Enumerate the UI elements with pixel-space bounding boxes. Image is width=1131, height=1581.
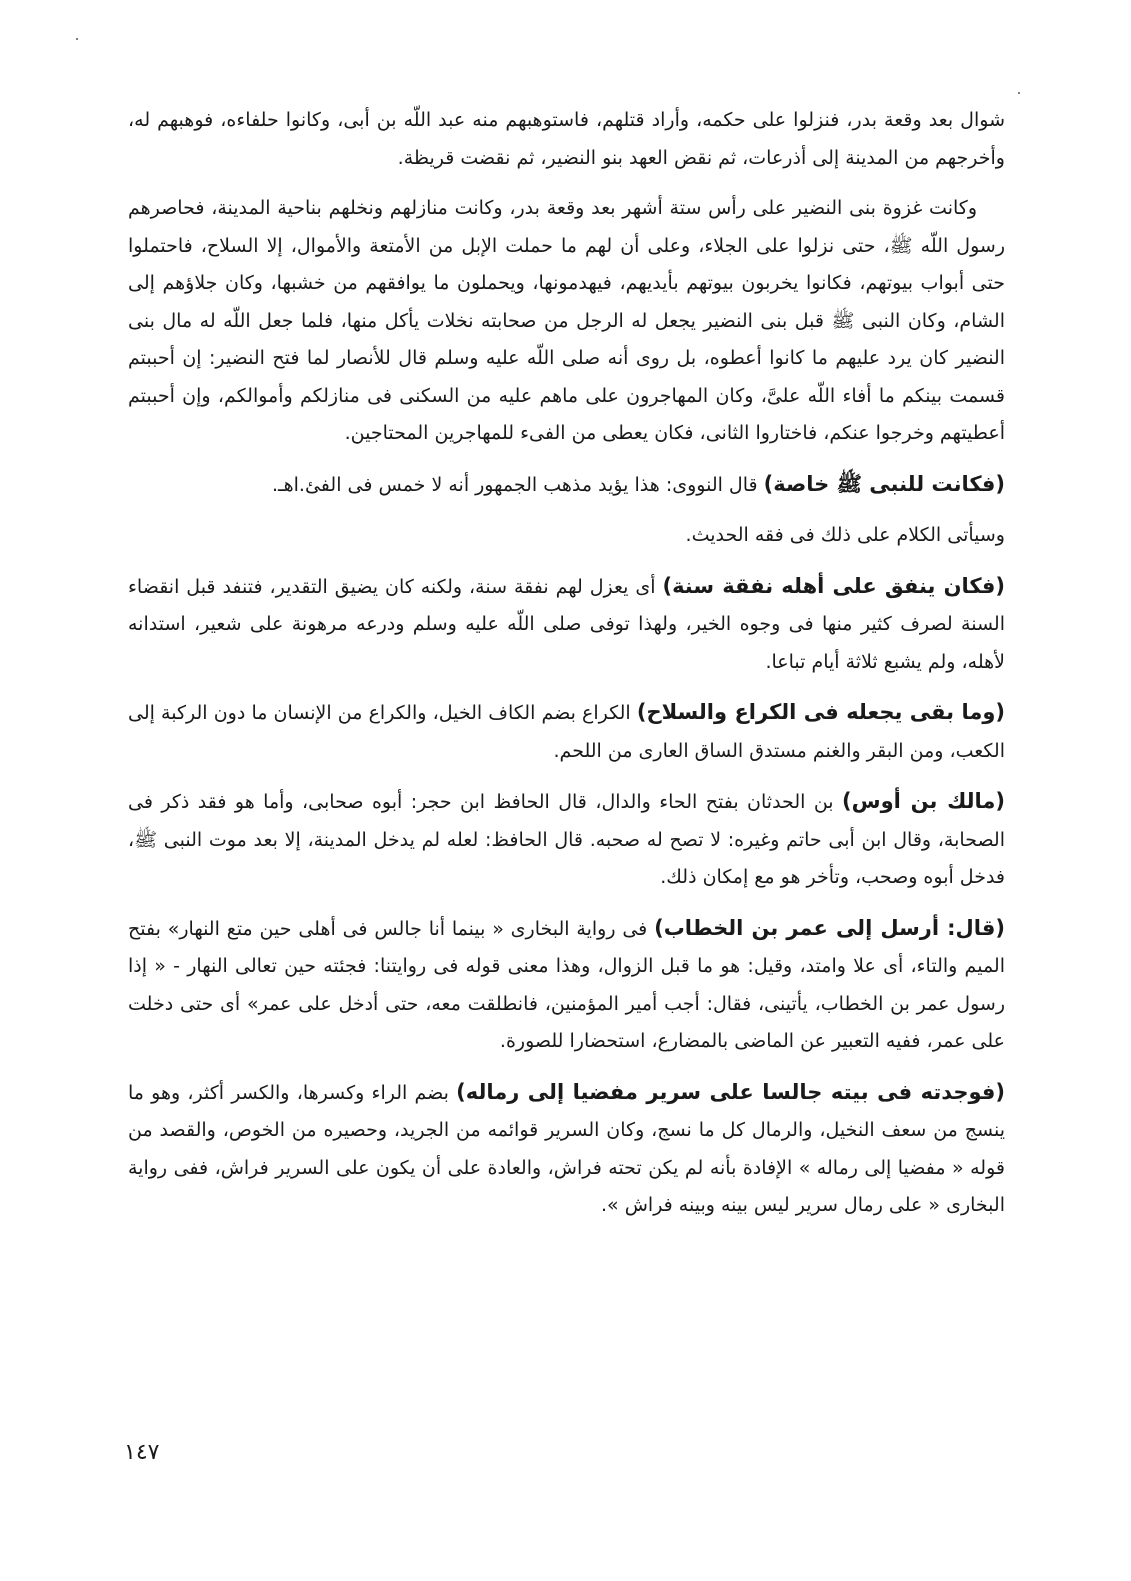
- page-body: [128, 102, 1005, 1238]
- paragraph-text: شوال بعد وقعة بدر، فنزلوا على حكمه، وأراد قتلهم، فاستوهبهم منه عبد اللّه بن أبى، وكانوا حلفاءه، فوهبهم له، وأخرجهم من المدينة إلى أذرعات، ثم نقض العهد بنو النضير، ثم نقضت قريظة.: [128, 109, 1005, 169]
- paragraph-heading: (قال: أرسل إلى عمر بن الخطاب): [654, 915, 1006, 940]
- paragraph: [128, 466, 1005, 505]
- paragraph-heading: (فكان ينفق على أهله نفقة سنة): [662, 573, 1005, 598]
- paragraph-text: فى رواية البخارى « بينما أنا جالس فى أهلى حين متع النهار» بفتح الميم والتاء، أى علا وامتد، وقيل: هو ما قبل الزوال، وهذا معنى قوله فى روايتنا: فجئته حين تعالى النهار - « إذا رسول عمر بن الخطاب، يأتينى، فقال: أجب أمير المؤمنين، فانطلقت معه، حتى أدخل على عمر» أى حتى دخلت على عمر، ففيه التعبير عن الماضى بالمضارع، استحضارا للصورة.: [128, 917, 1005, 1052]
- paragraph: [128, 102, 1005, 177]
- paragraph-heading: (وما بقى يجعله فى الكراع والسلاح): [636, 700, 1005, 724]
- paragraph: [128, 910, 1005, 1061]
- paragraph: [128, 1074, 1005, 1225]
- paragraph-text: وكانت غزوة بنى النضير على رأس ستة أشهر بعد وقعة بدر، وكانت منازلهم ونخلهم بناحية المدينة، فحاصرهم رسول اللّه ﷺ، حتى نزلوا على الجلاء، وعلى أن لهم ما حملت الإبل من الأمتعة والأموال، إلا السلاح، فاحتملوا حتى أبواب بيوتهم، فكانوا يخربون بيوتهم بأيديهم، فيهدمونها، ويحملون ما يوافقهم من خشبها، وكان جلاؤهم إلى الشام، وكان النبى ﷺ قبل بنى النضير يجعل له الرجل من صحابته نخلات يأكل منها، فلما جعل اللّه له مال بنى النضير كان يرد عليهم ما كانوا أعطوه، بل روى أنه صلى اللّه عليه وسلم قال للأنصار لما فتح النضير: إن أحببتم قسمت بينكم ما أفاء اللّه علىَّ، وكان المهاجرون على ماهم عليه من السكنى فى منازلكم وأموالكم، وإن أحببتم أعطيتهم وخرجوا عنكم، فاختاروا الثانى، فكان يعطى من الفىء للمهاجرين المحتاجين.: [128, 197, 1005, 444]
- paragraph-text: قال النووى: هذا يؤيد مذهب الجمهور أنه لا خمس فى الفئ.اهـ.: [272, 473, 764, 496]
- paragraph: [128, 517, 1005, 555]
- paragraph-heading: (فوجدته فى بيته جالسا على سرير مفضيا إلى رماله): [456, 1079, 1005, 1104]
- paragraph-text: الكراع بضم الكاف الخيل، والكراع من الإنسان ما دون الركبة إلى الكعب، ومن البقر والغنم مستدق الساق العارى من اللحم.: [128, 702, 1005, 762]
- paragraph: [128, 694, 1005, 770]
- paragraph-heading: (فكانت للنبى ﷺ خاصة): [763, 471, 1005, 496]
- paragraph-heading: (مالك بن أوس): [842, 789, 1005, 813]
- page-number: ١٤٧: [124, 1440, 160, 1465]
- paragraph-text: بضم الراء وكسرها، والكسر أكثر، وهو ما ينسج من سعف النخيل، والرمال كل ما نسج، وكان السرير قوائمه من الجريد، وحصيره من الخوص، والقصد من قوله « مفضيا إلى رماله » الإفادة بأنه لم يكن تحته فراش، والعادة على أن يكون على السرير فراش، ففى رواية البخارى « على رمال سرير ليس بينه وبينه فراش ».: [128, 1081, 1005, 1216]
- scan-speck: [1018, 92, 1020, 94]
- paragraph: [128, 783, 1005, 897]
- paragraph: [128, 190, 1005, 453]
- paragraph-text: بن الحدثان بفتح الحاء والدال، قال الحافظ ابن حجر: أبوه صحابى، وأما هو فقد ذكر فى الصحابة، وقال ابن أبى حاتم وغيره: لا تصح له صحبه. قال الحافظ: لعله لم يدخل المدينة، إلا بعد موت النبى ﷺ، فدخل أبوه وصحب، وتأخر هو مع إمكان ذلك.: [128, 791, 1005, 888]
- scan-speck: [76, 38, 78, 40]
- paragraph-text: أى يعزل لهم نفقة سنة، ولكنه كان يضيق التقدير، فتنفد قبل انقضاء السنة لصرف كثير منها فى وجوه الخير، ولهذا توفى صلى اللّه عليه وسلم ودرعه مرهونة على شعير، استدانه لأهله، ولم يشبع ثلاثة أيام تباعا.: [128, 575, 1005, 673]
- paragraph: [128, 568, 1005, 682]
- paragraph-text: وسيأتى الكلام على ذلك فى فقه الحديث.: [685, 524, 1005, 546]
